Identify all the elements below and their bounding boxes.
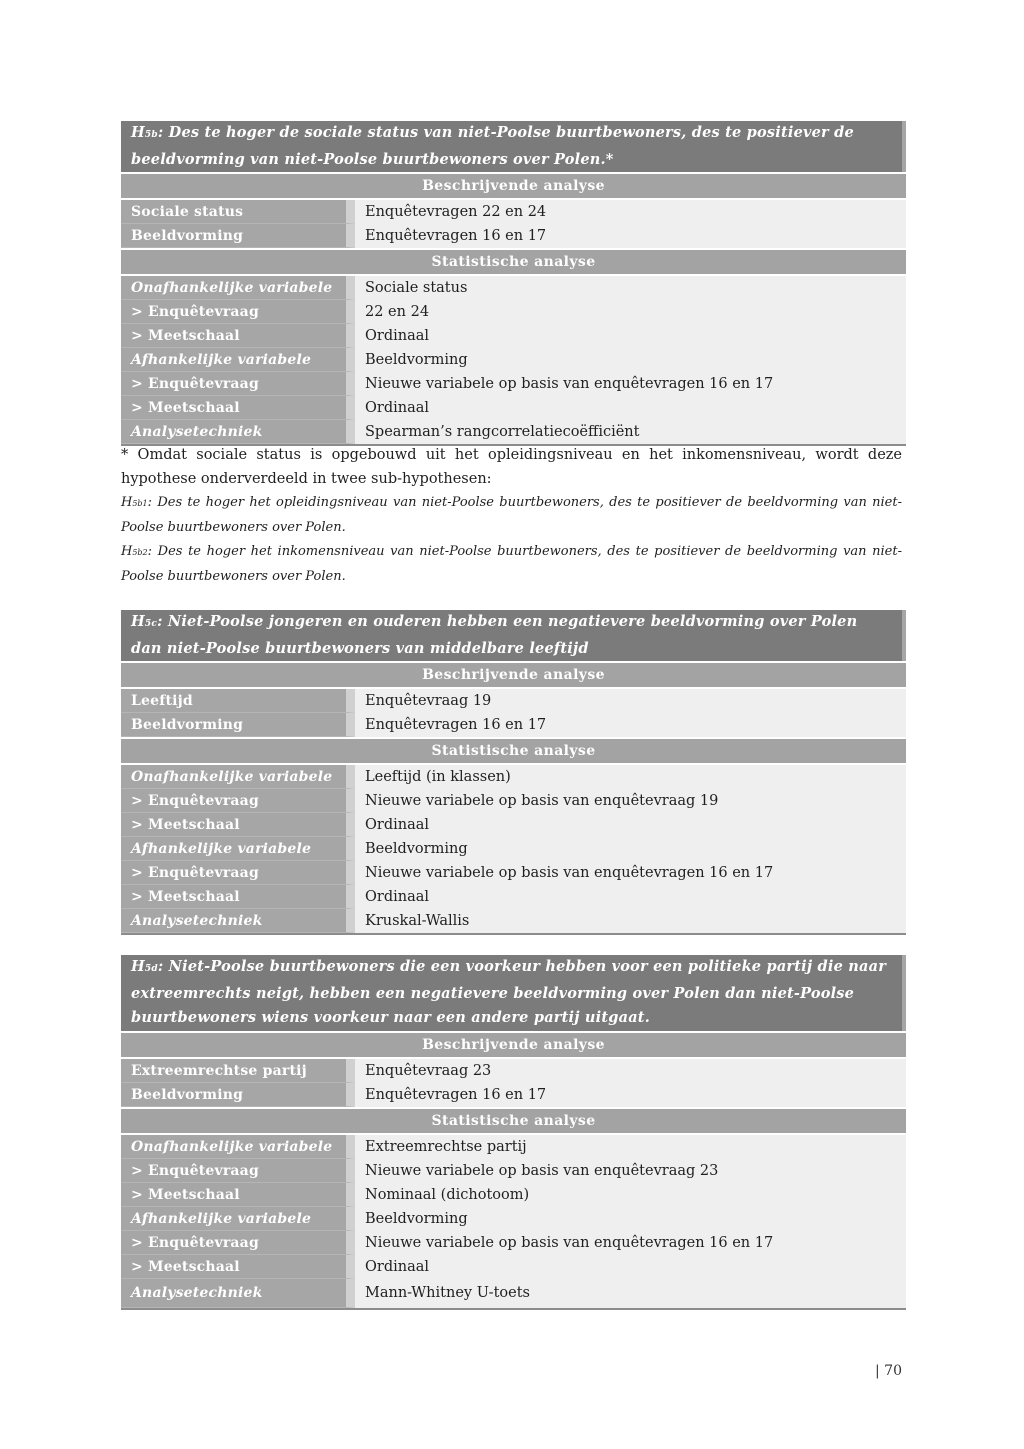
row-value: Beeldvorming xyxy=(355,837,906,861)
row-label: > Enquêtevraag xyxy=(121,789,355,813)
table-row xyxy=(121,276,906,300)
row-label: > Meetschaal xyxy=(121,396,355,420)
sub-hypothesis-1: H5b1: Des te hoger het opleidingsniveau van niet-Poolse buurtbewoners, des te positiever de beeldvorming van niet-Poolse buurtbewoners over Polen. xyxy=(121,495,902,535)
hypothesis-title: H5c: Niet-Poolse jongeren en ouderen hebben een negatievere beeldvorming over Polen dan niet-Poolse buurtbewoners van middelbare leeftijd xyxy=(121,610,906,661)
table-row xyxy=(121,1279,906,1310)
table-row xyxy=(121,1059,906,1083)
table-row xyxy=(121,885,906,909)
table-row xyxy=(121,200,906,224)
table-row xyxy=(121,789,906,813)
row-value: Enquêtevragen 22 en 24 xyxy=(355,200,906,224)
row-label: > Enquêtevraag xyxy=(121,1159,355,1183)
row-label: Onafhankelijke variabele xyxy=(121,276,355,300)
row-label: Beeldvorming xyxy=(121,713,355,737)
table-row xyxy=(121,837,906,861)
row-label: Analysetechniek xyxy=(121,1279,355,1308)
table-row xyxy=(121,1255,906,1279)
table-row xyxy=(121,1159,906,1183)
descriptive-analysis-header: Beschrijvende analyse xyxy=(121,172,906,200)
statistical-analysis-header: Statistische analyse xyxy=(121,248,906,276)
table-row xyxy=(121,689,906,713)
table-row xyxy=(121,1231,906,1255)
row-label: Analysetechniek xyxy=(121,420,355,444)
row-value: Ordinaal xyxy=(355,396,906,420)
row-value: Enquêtevragen 16 en 17 xyxy=(355,713,906,737)
row-value: Nieuwe variabele op basis van enquêtevraag 19 xyxy=(355,789,906,813)
hypothesis-table-h5b xyxy=(121,121,906,446)
table-row xyxy=(121,224,906,248)
hypothesis-table-h5c xyxy=(121,610,906,935)
footnote-text: * Omdat sociale status is opgebouwd uit het opleidingsniveau en het inkomensniveau, wordt deze hypothese onderverdeeld in twee sub-hypothesen: xyxy=(121,447,902,487)
row-label: Beeldvorming xyxy=(121,224,355,248)
row-value: Leeftijd (in klassen) xyxy=(355,765,906,789)
row-label: > Meetschaal xyxy=(121,1183,355,1207)
row-value: Nieuwe variabele op basis van enquêtevragen 16 en 17 xyxy=(355,1231,906,1255)
page-number: | 70 xyxy=(875,1363,902,1379)
statistical-analysis-header: Statistische analyse xyxy=(121,1107,906,1135)
row-value: Beeldvorming xyxy=(355,1207,906,1231)
row-value: Beeldvorming xyxy=(355,348,906,372)
row-label: Afhankelijke variabele xyxy=(121,1207,355,1231)
row-value: Nieuwe variabele op basis van enquêtevragen 16 en 17 xyxy=(355,861,906,885)
row-value: Mann-Whitney U-toets xyxy=(355,1279,906,1308)
table-row xyxy=(121,1183,906,1207)
table-row xyxy=(121,813,906,837)
table-row xyxy=(121,1083,906,1107)
table-row xyxy=(121,765,906,789)
hypothesis-table-h5d xyxy=(121,955,906,1310)
row-label: > Enquêtevraag xyxy=(121,300,355,324)
table-row xyxy=(121,324,906,348)
row-label: > Enquêtevraag xyxy=(121,861,355,885)
descriptive-analysis-header: Beschrijvende analyse xyxy=(121,661,906,689)
row-value: Enquêtevraag 19 xyxy=(355,689,906,713)
row-value: Enquêtevragen 16 en 17 xyxy=(355,224,906,248)
table-row xyxy=(121,861,906,885)
row-label: > Enquêtevraag xyxy=(121,1231,355,1255)
table-row xyxy=(121,1135,906,1159)
row-value: Nominaal (dichotoom) xyxy=(355,1183,906,1207)
table-row xyxy=(121,713,906,737)
row-value: Ordinaal xyxy=(355,885,906,909)
row-label: > Meetschaal xyxy=(121,1255,355,1279)
row-value: Nieuwe variabele op basis van enquêtevragen 16 en 17 xyxy=(355,372,906,396)
row-label: > Meetschaal xyxy=(121,885,355,909)
row-label: Leeftijd xyxy=(121,689,355,713)
row-value: Ordinaal xyxy=(355,324,906,348)
table-row xyxy=(121,1207,906,1231)
sub-hypothesis-2: H5b2: Des te hoger het inkomensniveau van niet-Poolse buurtbewoners, des te positiever de beeldvorming van niet-Poolse buurtbewoners over Polen. xyxy=(121,544,902,584)
table-row xyxy=(121,372,906,396)
row-label: Onafhankelijke variabele xyxy=(121,1135,355,1159)
hypothesis-title: H5b: Des te hoger de sociale status van niet-Poolse buurtbewoners, des te positiever de beeldvorming van niet-Poolse buurtbewoners over Polen.* xyxy=(121,121,906,172)
row-value: Ordinaal xyxy=(355,1255,906,1279)
descriptive-analysis-header: Beschrijvende analyse xyxy=(121,1031,906,1059)
row-label: > Meetschaal xyxy=(121,813,355,837)
table-row xyxy=(121,348,906,372)
statistical-analysis-header: Statistische analyse xyxy=(121,737,906,765)
hypothesis-title: H5d: Niet-Poolse buurtbewoners die een voorkeur hebben voor een politieke partij die naar extreemrechts neigt, hebben een negatievere beeldvorming over Polen dan niet-Poolse buurtbewoners wiens voorkeur naar een andere partij uitgaat. xyxy=(121,955,906,1031)
row-value: Nieuwe variabele op basis van enquêtevraag 23 xyxy=(355,1159,906,1183)
row-label: Beeldvorming xyxy=(121,1083,355,1107)
row-value: Spearman’s rangcorrelatiecoëfficiënt xyxy=(355,420,906,444)
row-label: Afhankelijke variabele xyxy=(121,837,355,861)
row-label: > Meetschaal xyxy=(121,324,355,348)
row-value: Extreemrechtse partij xyxy=(355,1135,906,1159)
row-value: Ordinaal xyxy=(355,813,906,837)
row-value: 22 en 24 xyxy=(355,300,906,324)
table-row xyxy=(121,300,906,324)
row-label: Sociale status xyxy=(121,200,355,224)
row-label: Analysetechniek xyxy=(121,909,355,933)
footnote xyxy=(121,443,902,589)
row-label: > Enquêtevraag xyxy=(121,372,355,396)
row-label: Afhankelijke variabele xyxy=(121,348,355,372)
row-value: Enquêtevragen 16 en 17 xyxy=(355,1083,906,1107)
row-value: Kruskal-Wallis xyxy=(355,909,906,933)
row-value: Sociale status xyxy=(355,276,906,300)
row-label: Onafhankelijke variabele xyxy=(121,765,355,789)
table-row xyxy=(121,909,906,935)
row-label: Extreemrechtse partij xyxy=(121,1059,355,1083)
row-value: Enquêtevraag 23 xyxy=(355,1059,906,1083)
table-row xyxy=(121,396,906,420)
